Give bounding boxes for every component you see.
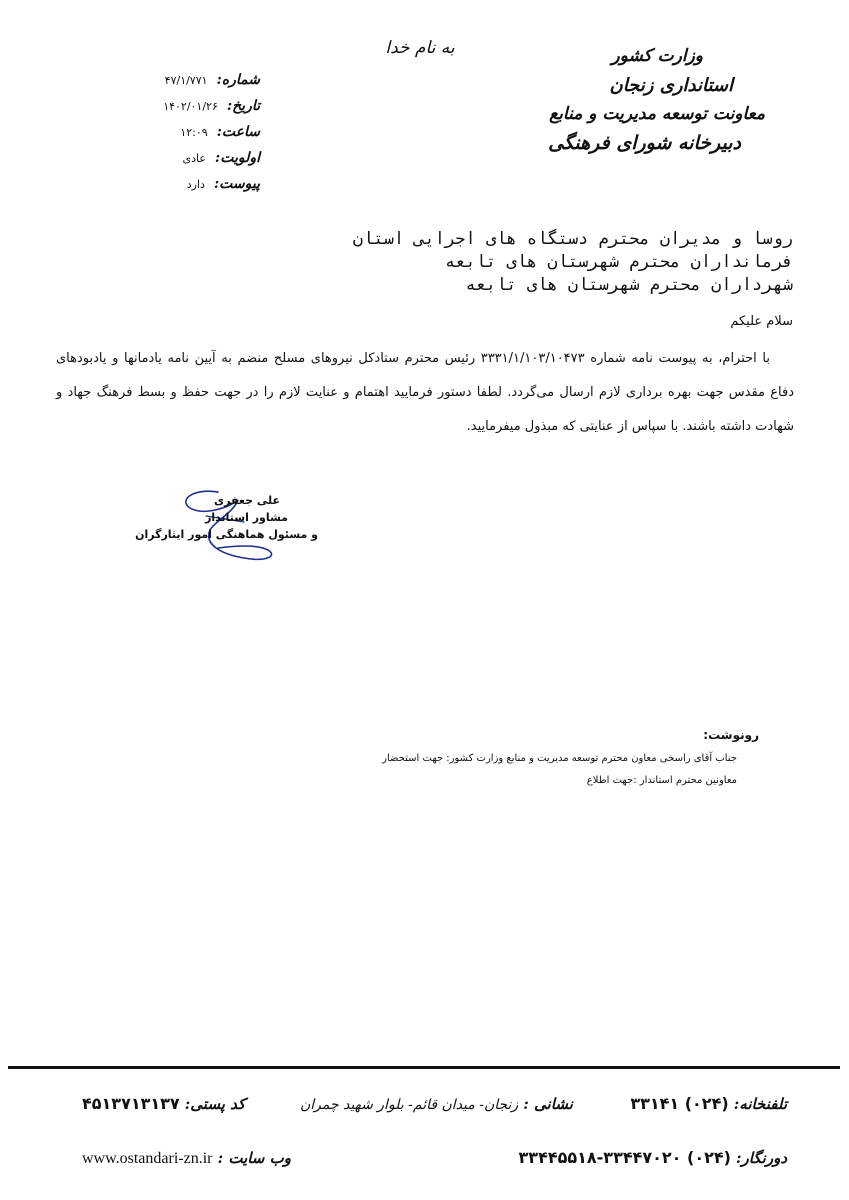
cc-title: رونوشت: — [703, 728, 759, 742]
phone-value: (۰۲۴) ۳۳۱۴۱ — [630, 1094, 729, 1113]
meta-number-value: ۴۷/۱/۷۷۱ — [164, 74, 208, 87]
meta-date-label: تاریخ: — [226, 98, 260, 114]
footer-postal-code — [82, 1094, 245, 1113]
signatory-name: علی جعفری — [214, 494, 280, 507]
website-link[interactable]: www.ostandari-zn.ir — [82, 1150, 213, 1167]
meta-priority-value: عادی — [182, 152, 206, 165]
meta-priority — [110, 144, 260, 170]
signature-block — [128, 486, 318, 566]
website-label: وب سایت : — [217, 1149, 291, 1167]
cc-item: جناب آقای راسخی معاون محترم توسعه مدیریت و منابع وزارت کشور: جهت استحضار — [382, 753, 737, 764]
recipient-line: فرمانداران محترم شهرستان های تابعه — [445, 252, 793, 272]
address-value: زنجان- میدان قائم- بلوار شهید چمران — [300, 1097, 519, 1113]
recipient-line: شهرداران محترم شهرستان های تابعه — [465, 275, 793, 295]
meta-time-value: ۱۲:۰۹ — [180, 126, 208, 139]
meta-attachment — [110, 170, 260, 196]
postal-value: ۴۵۱۳۷۱۳۱۳۷ — [82, 1094, 180, 1113]
footer-divider — [8, 1066, 840, 1069]
footer-fax — [519, 1148, 787, 1167]
address-label: نشانی : — [523, 1095, 573, 1113]
org-line-governorate: استانداری زنجان — [609, 75, 733, 96]
signatory-title: مشاور استاندار — [205, 511, 288, 524]
phone-label: تلفنخانه: — [733, 1095, 787, 1113]
footer-website — [82, 1148, 291, 1168]
meta-time-label: ساعت: — [216, 124, 260, 140]
meta-date — [110, 92, 260, 118]
signatory-title: و مسئول هماهنگی امور ایثارگران — [135, 528, 318, 541]
fax-value: (۰۲۴) ۳۳۴۴۷۰۲۰-۳۳۴۴۵۵۱۸ — [518, 1148, 731, 1167]
meta-time — [110, 118, 260, 144]
bismillah: به نام خدا — [385, 38, 455, 58]
letter-meta — [110, 66, 260, 196]
org-line-ministry: وزارت کشور — [611, 46, 703, 66]
recipients — [233, 228, 793, 297]
meta-date-value: ۱۴۰۲/۰۱/۲۶ — [163, 100, 218, 113]
recipient-line: روسا و مدیران محترم دستگاه های اجرایی استان — [352, 229, 793, 249]
footer-phone — [630, 1094, 787, 1113]
fax-label: دورنگار: — [736, 1149, 787, 1167]
meta-number — [110, 66, 260, 92]
greeting: سلام علیکم — [730, 314, 793, 329]
meta-priority-label: اولویت: — [215, 150, 260, 166]
cc-item: معاونین محترم استاندار :جهت اطلاع — [586, 775, 737, 786]
letterhead-org — [491, 42, 765, 158]
org-line-deputy: معاونت توسعه مدیریت و منابع — [549, 104, 765, 124]
postal-label: کد پستی: — [184, 1095, 246, 1113]
org-line-secretariat: دبیرخانه شورای فرهنگی — [548, 132, 741, 154]
letter-body: با احترام، به پیوست نامه شماره ۳۳۳۱/۱/۱۰۳/۱۰۴۷۳ رئیس محترم ستادکل نیروهای مسلح منضم به آیین نامه یادمانها و یادبودهای دفاع مقدس جهت بهره برداری لازم ارسال می‌گردد. لطفا دستور فرمایید اهتمام و عنایت لازم را در جهت حفظ و بسط فرهنگ جهاد و شهادت داشته باشند. با سپاس از عنایتی که مبذول میفرمایید. — [56, 351, 794, 434]
meta-attachment-label: پیوست: — [214, 176, 260, 192]
cc-list — [382, 748, 737, 792]
meta-number-label: شماره: — [216, 72, 260, 88]
meta-attachment-value: دارد — [186, 178, 205, 191]
footer-address — [300, 1094, 573, 1113]
